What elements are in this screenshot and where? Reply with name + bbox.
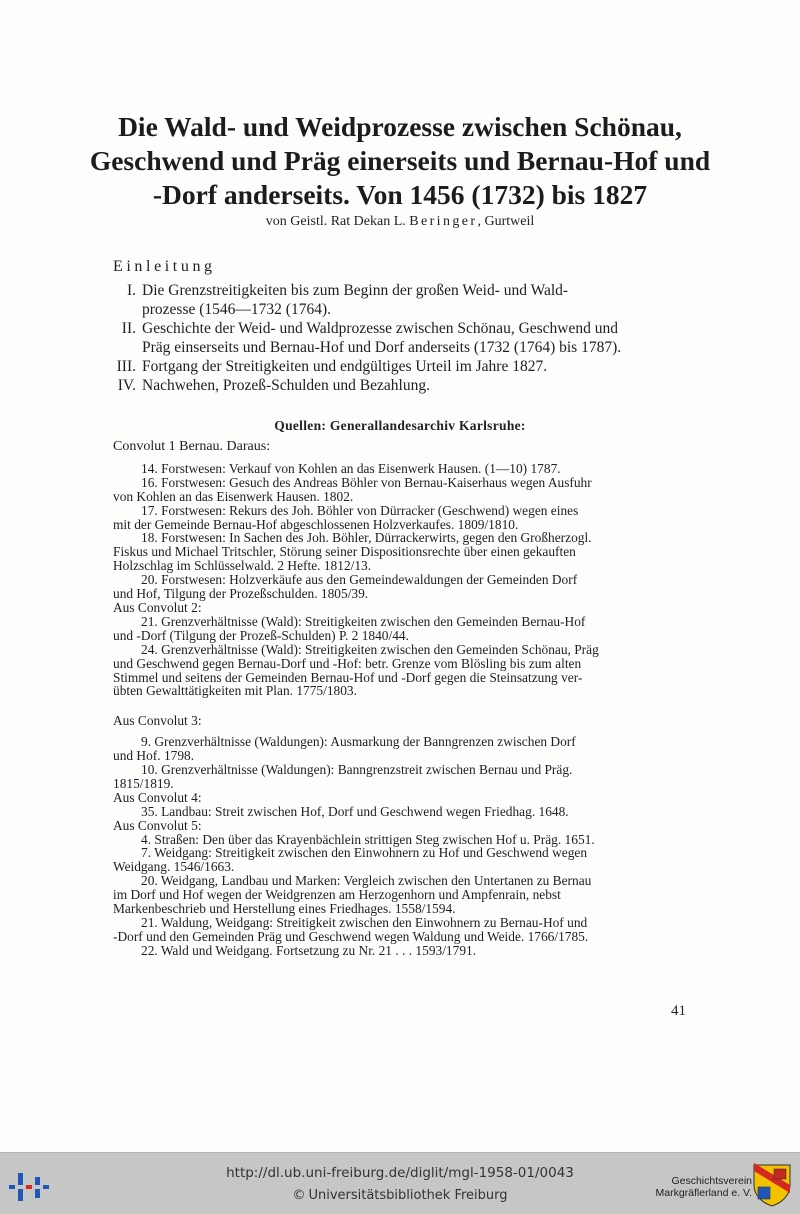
toc-text: Fortgang der Streitigkeiten und endgültiges Urteil im Jahre 1827. <box>142 358 548 375</box>
page-number: 41 <box>671 1003 686 1019</box>
source-entry: 18. Forstwesen: In Sachen des Joh. Böhler, Dürrackerwirts, gegen den Großherzogl. Fiskus und Michael Tritschler, Störung seiner Dispositionsrechte über einen gekauften Holzschlag im Schlüsselwald. 2 Hefte. 1812/13. <box>113 530 592 574</box>
source-group-label: Aus Convolut 2: <box>113 599 202 615</box>
toc-item <box>112 319 692 357</box>
source-entry: 20. Weidgang, Landbau und Marken: Vergleich zwischen den Untertanen zu Bernau im Dorf und Hof wegen der Weidgrenzen am Herzogenhorn und Ampfenrain, nebst Markenbeschrieb und Herstellung eines Friedhages. 1558/1594. <box>113 873 592 917</box>
toc-text: Die Grenzstreitigkeiten bis zum Beginn der großen Weid- und Wald- prozesse (1546—1732 (1764). <box>142 282 569 318</box>
toc-text: Nachwehen, Prozeß-Schulden und Bezahlung. <box>142 377 430 394</box>
viewer-footer <box>0 1152 800 1214</box>
toc-text: Geschichte der Weid- und Waldprozesse zwischen Schönau, Geschwend und Präg einserseits und Bernau-Hof und Dorf anderseits (1732 (1764) bis 1787). <box>142 320 622 356</box>
copyright-symbol: © <box>292 1188 306 1203</box>
author-byline <box>0 214 800 230</box>
source-entry: 17. Forstwesen: Rekurs des Joh. Böhler von Dürracker (Geschwend) wegen eines mit der Gemeinde Bernau-Hof abgeschlossenen Holzverkaufes. 1809/1810. <box>113 502 579 532</box>
toc-number: III. <box>116 358 136 375</box>
source-group-label: Convolut 1 Bernau. Daraus: <box>113 439 271 454</box>
document-url-link[interactable]: http://dl.ub.uni-freiburg.de/diglit/mgl-1958-01/0043 <box>226 1165 574 1181</box>
source-entry: 10. Grenzverhältnisse (Waldungen): Banngrenzstreit zwischen Bernau und Präg. 1815/1819. <box>113 762 573 791</box>
title-line: -Dorf anderseits. Von 1456 (1732) bis 1827 <box>152 179 648 210</box>
toc-item <box>112 281 692 319</box>
toc-number: II. <box>121 320 136 337</box>
author-suffix: , Gurtweil <box>477 214 535 229</box>
source-entry: 21. Grenzverhältnisse (Wald): Streitigkeiten zwischen den Gemeinden Bernau-Hof und -Dorf (Tilgung der Prozeß-Schulden) P. 2 1840/44. <box>113 613 586 643</box>
author-name: Beringer <box>409 214 478 229</box>
source-group-label: Aus Convolut 4: <box>113 789 202 805</box>
source-group-label: Aus Convolut 3: <box>113 713 202 729</box>
organization-name[interactable] <box>630 1175 752 1199</box>
source-entry: 21. Waldung, Weidgang: Streitigkeit zwischen den Einwohnern zu Bernau-Hof und -Dorf und den Gemeinden Präg und Geschwend wegen Waldung und Weide. 1766/1785. <box>113 915 589 944</box>
source-entry: 14. Forstwesen: Verkauf von Kohlen an das Eisenwerk Hausen. (1—10) 1787. <box>141 460 561 476</box>
title-line: Die Wald- und Weidprozesse zwischen Schönau, <box>118 111 682 142</box>
copyright-text: Universitätsbibliothek Freiburg <box>308 1188 508 1203</box>
source-entry: 4. Straßen: Den über das Krayenbächlein strittigen Steg zwischen Hof u. Präg. 1651. <box>141 831 595 847</box>
organization-line: Geschichtsverein <box>671 1175 752 1187</box>
source-entry: 7. Weidgang: Streitigkeit zwischen den Einwohnern zu Hof und Geschwend wegen Weidgang. 1546/1663. <box>113 845 588 875</box>
source-entry: 35. Landbau: Streit zwischen Hof, Dorf und Geschwend wegen Friedhag. 1648. <box>141 803 569 819</box>
source-entry: 22. Wald und Weidgang. Fortsetzung zu Nr. 21 . . . 1593/1791. <box>141 942 477 958</box>
toc-item <box>112 376 692 395</box>
source-entry: 24. Grenzverhältnisse (Wald): Streitigkeiten zwischen den Gemeinden Schönau, Präg und Geschwend gegen Bernau-Dorf und -Hof: betr. Grenze vom Blösling bis zum alten Stimmel und seitens der Gemeinden Bernau-Hof und -Dorf gegen die Steinsatzung ver- übten Gewalttätigkeiten mit Plan. 1775/1803. <box>113 641 599 699</box>
source-entry: 16. Forstwesen: Gesuch des Andreas Böhler von Bernau-Kaiserhaus wegen Ausfuhr von Kohlen an das Eisenwerk Hausen. 1802. <box>113 474 592 504</box>
table-of-contents <box>112 281 692 395</box>
source-group-label: Aus Convolut 5: <box>113 817 202 833</box>
organization-line: Markgräflerland e. V. <box>655 1187 752 1199</box>
toc-number: I. <box>126 282 136 299</box>
toc-item <box>112 357 692 376</box>
source-entry: 9. Grenzverhältnisse (Waldungen): Ausmarkung der Banngrenzen zwischen Dorf und Hof. 1798. <box>113 734 576 764</box>
sources-list <box>113 440 688 958</box>
section-heading-einleitung: Einleitung <box>113 258 216 275</box>
article-title <box>60 110 740 212</box>
title-line: Geschwend und Präg einerseits und Bernau-Hof und <box>89 145 711 176</box>
coat-of-arms-icon[interactable] <box>752 1163 792 1207</box>
author-prefix: von Geistl. Rat Dekan L. <box>265 214 410 229</box>
source-entry: 20. Forstwesen: Holzverkäufe aus den Gemeindewaldungen der Gemeinden Dorf und Hof, Tilgung der Prozeßschulden. 1805/39. <box>113 572 578 602</box>
sources-heading: Quellen: Generallandesarchiv Karlsruhe: <box>274 418 526 433</box>
toc-number: IV. <box>117 377 136 394</box>
